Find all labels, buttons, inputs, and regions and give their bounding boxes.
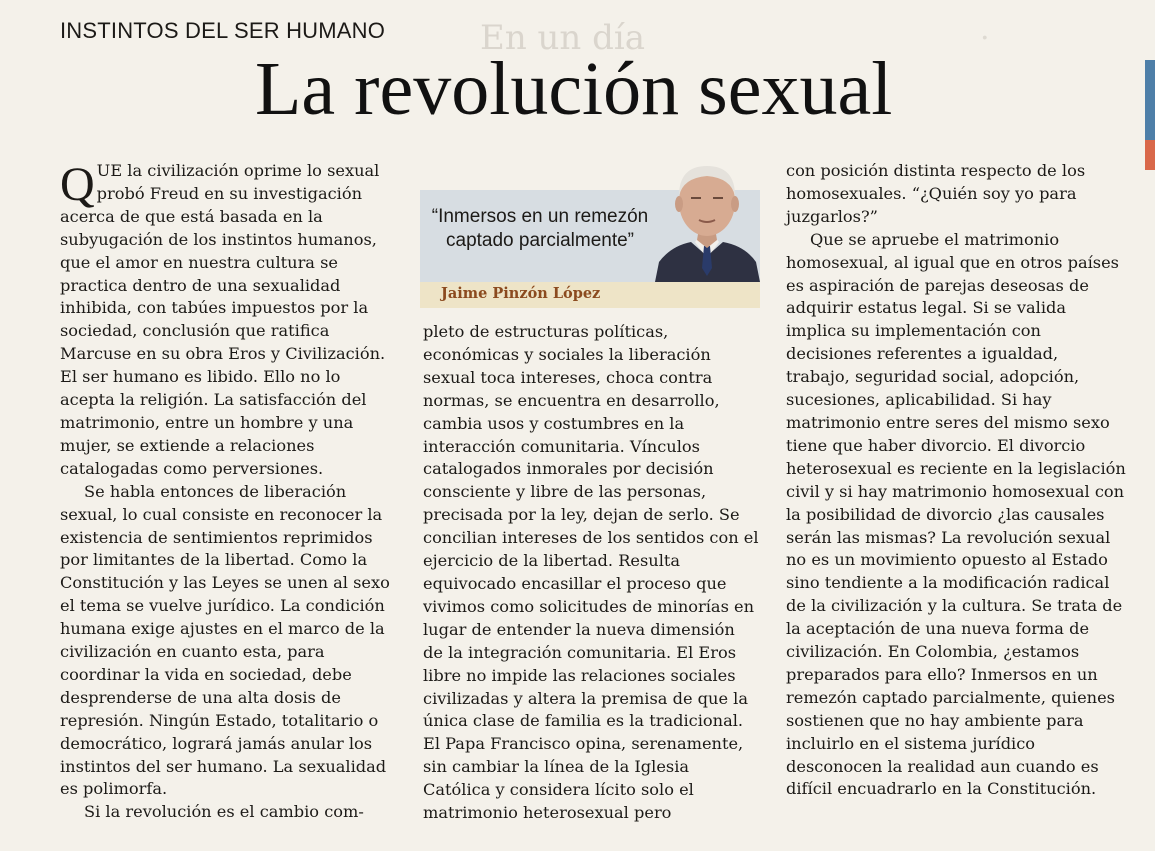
paragraph-4: pleto de estructuras políticas, económicas y sociales la liberación sexual toca intereses, choca contra normas, se encuentra en desarrollo, cambia usos y costumbres en la interacción comunitaria. Vínculos catalogados inmorales por decisión consciente y libre de las personas, precisada por la ley, dejan de serlo. Se concilian intereses de los sentidos con el ejercicio de la libertad. Resulta equivocado encasillar el proceso que vivimos como solicitudes de minorías en lugar de entender la nueva dimensión de la integración comunitaria. El Eros libre no impide las relaciones sociales civilizadas y altera la premisa de que la única clase de familia es la tradicional. El Papa Francisco opina, serenamente, sin cambiar la línea de la Iglesia Católica y considera lícito solo el matrimonio heterosexual pero bbox=[423, 322, 759, 823]
author-portrait bbox=[655, 158, 760, 282]
headline: La revolución sexual bbox=[255, 47, 893, 131]
page-edge-stripe-accent bbox=[1145, 140, 1155, 170]
ghost-headline: En un día bbox=[480, 18, 646, 58]
section-label: INSTINTOS DEL SER HUMANO bbox=[60, 18, 386, 43]
drop-cap: Q bbox=[60, 158, 95, 211]
paragraph-6: Que se apruebe el matrimonio homosexual, al igual que en otros países es aspiración de parejas deseosas de adquirir estatus legal. Si se valida implica su implementación con decisiones referentes a igualdad, trabajo, seguridad social, adopción, sucesiones, aplicabilidad. Si hay matrimonio entre seres del mismo sexo tiene que haber divorcio. El divorcio heterosexual es reciente en la legislación civil y si hay matrimonio homosexual con la posibilidad de divorcio ¿las causales serán las mismas? La revolución sexual no es un movimiento opuesto al Estado sino tendiente a la modificación radical de la civilización y la cultura. Se trata de la aceptación de una nueva forma de civilización. En Colombia, ¿estamos preparados para ello? Inmersos en un remezón captado parcialmente, quienes sostienen que no hay ambiente para incluirlo en el sistema jurídico desconocen la realidad aun cuando es difícil encuadrarlo en la Constitución. bbox=[786, 229, 1126, 799]
author-byline: Jaime Pinzón López bbox=[441, 285, 601, 302]
paragraph-2: Se habla entonces de liberación sexual, lo cual consiste en reconocer la existencia de sentimientos reprimidos por limitantes de la libertad. Como la Constitución y las Leyes se unen al sexo el tema se vuelve jurídico. La condición humana exige ajustes en el marco de la civilización en cuanto esta, para coordinar la vida en sociedad, debe desprenderse de una alta dosis de represión. Ningún Estado, totalitario o democrático, logrará jamás anular los instintos del ser humano. La sexualidad es polimorfa. bbox=[60, 481, 390, 799]
pull-quote: “Inmersos en un remezón captado parcialmente” bbox=[431, 206, 649, 251]
paragraph-5: con posición distinta respecto de los homosexuales. “¿Quién soy yo para juzgarlos?” bbox=[786, 161, 1086, 226]
paragraph-1-text: UE la civilización oprime lo sexual probó Freud en su investigación acerca de que está basada en la subyugación de los instintos humanos, que el amor en nuestra cultura se practica dentro de una sexualidad inhibida, con tabúes impuestos por la sociedad, conclusión que ratifica Marcuse en su obra Eros y Civilización. El ser humano es libido. Ello no lo acepta la religión. La satisfacción del matrimonio, entre un hombre y una mujer, se extiende a relaciones catalogadas como perversiones. bbox=[60, 161, 386, 478]
paragraph-1 bbox=[60, 160, 396, 481]
column-2 bbox=[423, 321, 759, 825]
column-1 bbox=[60, 160, 396, 824]
column-3 bbox=[786, 160, 1126, 801]
ghost-headline-right: . bbox=[980, 12, 990, 47]
paragraph-3: Si la revolución es el cambio com- bbox=[84, 802, 364, 822]
